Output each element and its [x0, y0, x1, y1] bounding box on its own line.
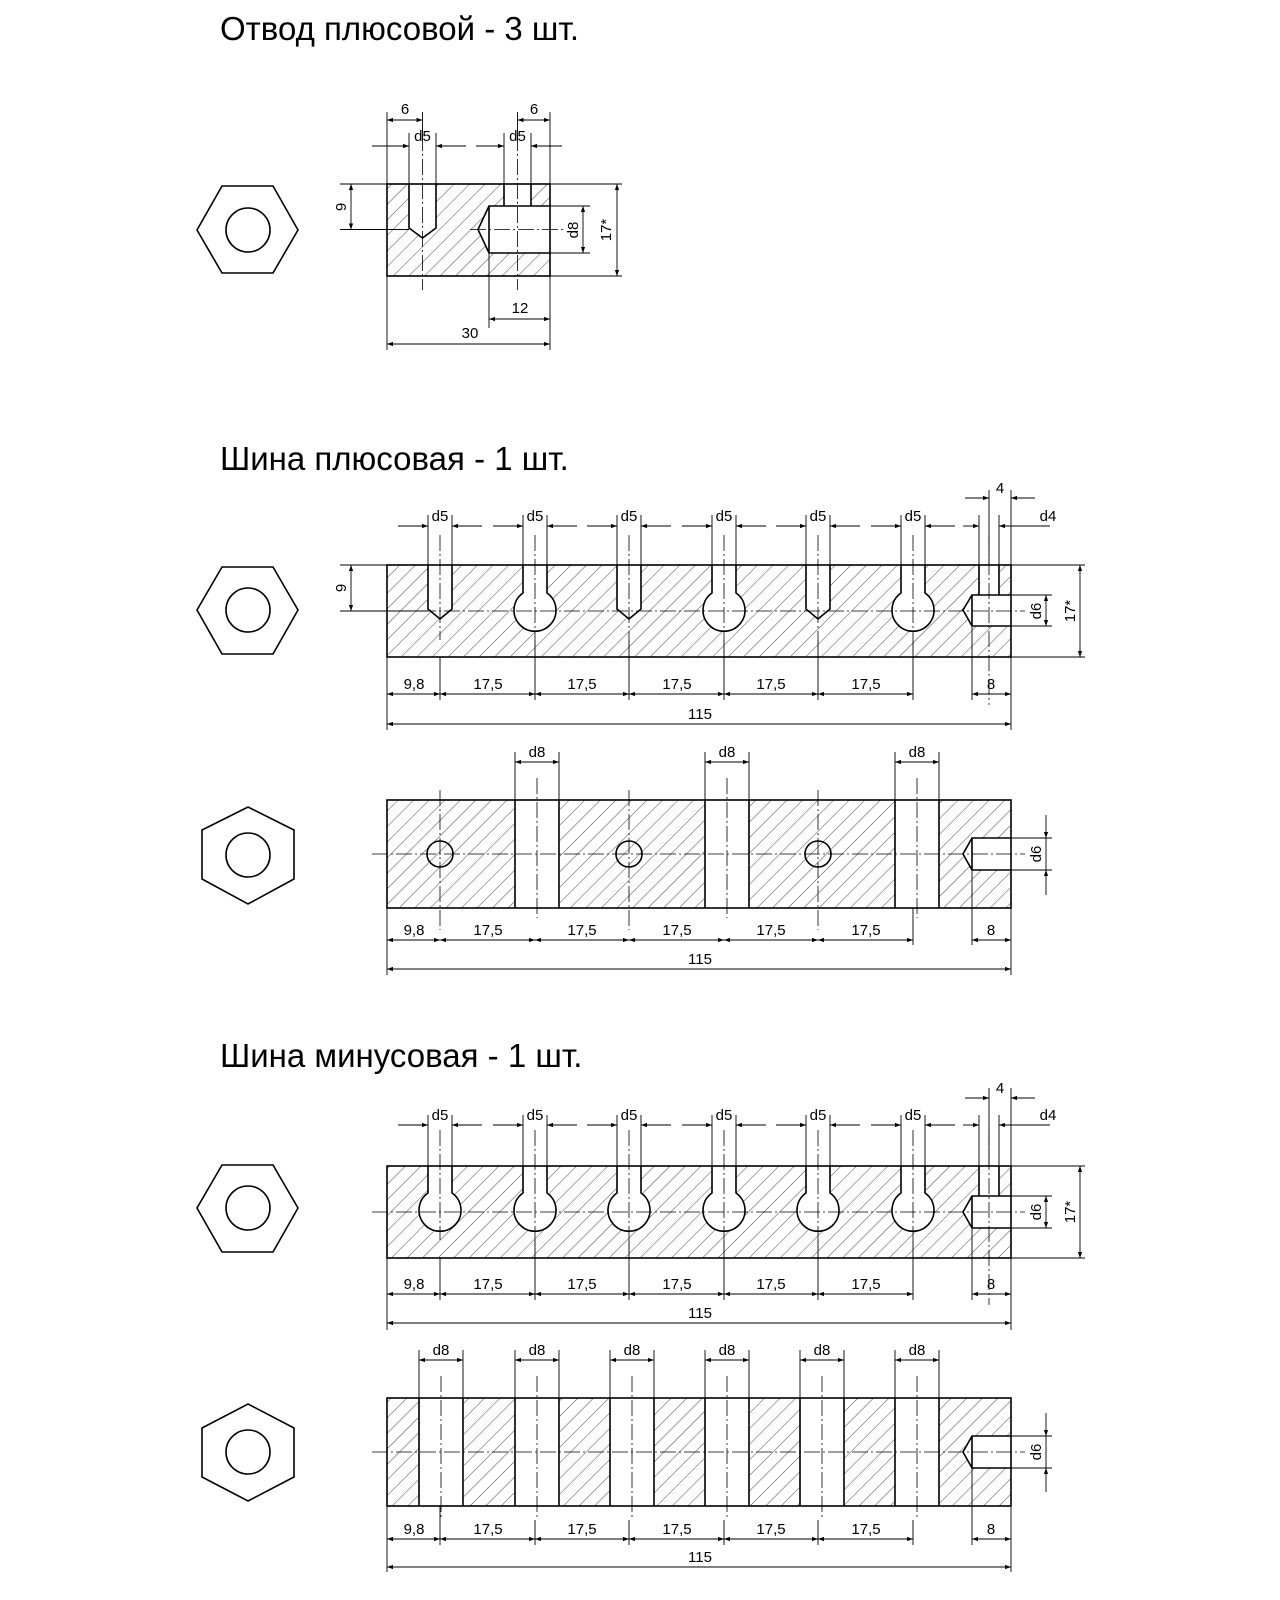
dim-minus-hole-4: d5: [715, 1107, 733, 1124]
section-title-branch: Отвод плюсовой - 3 шт.: [220, 10, 579, 47]
dim-plus-top-pitch-6: 17,5: [851, 922, 881, 939]
dim-minus-pitch-6: 17,5: [851, 1276, 881, 1293]
dim-minus-end-hole: d4: [1039, 1107, 1057, 1124]
dim-plus-slot-1: d8: [528, 744, 546, 761]
hex-end-view-branch: [197, 186, 298, 273]
dim-plus-top-pitch-5: 17,5: [756, 922, 786, 939]
dim-plus-length: 115: [688, 706, 712, 723]
dim-branch-top-left: 6: [400, 101, 410, 118]
dim-branch-length: 30: [461, 325, 479, 342]
dim-minus-end-bore: d6: [1028, 1203, 1045, 1221]
dim-branch-height-left: 9: [333, 202, 350, 212]
dim-branch-hole-left: d5: [414, 128, 431, 145]
dim-minus-pitch-1: 9,8: [403, 1276, 425, 1293]
dim-plus-end-depth: 8: [986, 676, 996, 693]
dim-plus-top-end-depth: 8: [986, 922, 996, 939]
dim-plus-hole-2: d5: [526, 508, 544, 525]
section-title-minus-bus: Шина минусовая - 1 шт.: [220, 1037, 583, 1074]
dim-branch-top-right: 6: [529, 101, 539, 118]
dim-plus-hole-6: d5: [904, 508, 922, 525]
hex-top-view-plus-bus: [202, 807, 294, 904]
dim-plus-pitch-4: 17,5: [662, 676, 692, 693]
dim-plus-end-bore: d6: [1028, 602, 1045, 620]
dim-minus-slot-1: d8: [432, 1342, 450, 1359]
dim-plus-top-length: 115: [688, 951, 712, 968]
dim-plus-pitch-6: 17,5: [851, 676, 881, 693]
dim-minus-hole-5: d5: [809, 1107, 827, 1124]
branch-front-view: [333, 101, 622, 350]
dim-branch-height-right: 17*: [598, 218, 615, 242]
dim-minus-hole-3: d5: [620, 1107, 638, 1124]
dim-plus-hole-5: d5: [809, 508, 827, 525]
dim-minus-hole-6: d5: [904, 1107, 922, 1124]
dim-plus-height-right: 17*: [1062, 599, 1079, 623]
dim-plus-pitch-2: 17,5: [473, 676, 503, 693]
dim-minus-hole-2: d5: [526, 1107, 544, 1124]
dim-branch-bore: d8: [565, 221, 582, 239]
dim-minus-hole-1: d5: [431, 1107, 449, 1124]
minus-bus-front-view: [372, 1080, 1085, 1330]
dim-minus-slot-4: d8: [718, 1342, 736, 1359]
dim-branch-bore-depth: 12: [511, 300, 529, 317]
dim-plus-end-hole: d4: [1039, 508, 1057, 525]
hex-end-view-plus-bus: [197, 567, 298, 654]
dim-minus-top-end-depth: 8: [986, 1521, 996, 1538]
dim-plus-hole-3: d5: [620, 508, 638, 525]
dim-minus-top-end-bore: d6: [1028, 1443, 1045, 1461]
dim-plus-top-pitch-4: 17,5: [662, 922, 692, 939]
dim-minus-slot-3: d8: [623, 1342, 641, 1359]
dim-plus-hole-1: d5: [431, 508, 449, 525]
dim-minus-top-pitch-6: 17,5: [851, 1521, 881, 1538]
dim-minus-end-width: 4: [995, 1080, 1005, 1097]
dim-plus-slot-3: d8: [908, 744, 926, 761]
dim-minus-top-pitch-1: 9,8: [403, 1521, 425, 1538]
dim-plus-slot-2: d8: [718, 744, 736, 761]
hex-end-view-minus-bus: [197, 1165, 298, 1252]
dim-minus-pitch-5: 17,5: [756, 1276, 786, 1293]
dim-minus-end-depth: 8: [986, 1276, 996, 1293]
dim-minus-top-pitch-4: 17,5: [662, 1521, 692, 1538]
dim-minus-length: 115: [688, 1305, 712, 1322]
dim-minus-height-right: 17*: [1062, 1200, 1079, 1224]
hex-top-view-minus-bus: [202, 1404, 294, 1501]
dim-plus-hole-4: d5: [715, 508, 733, 525]
dim-plus-top-pitch-3: 17,5: [567, 922, 597, 939]
dim-minus-pitch-3: 17,5: [567, 1276, 597, 1293]
dim-plus-pitch-5: 17,5: [756, 676, 786, 693]
dim-minus-top-length: 115: [688, 1549, 712, 1566]
dim-plus-height-left: 9: [333, 583, 350, 593]
dim-minus-slot-2: d8: [528, 1342, 546, 1359]
dim-minus-top-pitch-5: 17,5: [756, 1521, 786, 1538]
dim-minus-top-pitch-2: 17,5: [473, 1521, 503, 1538]
minus-bus-top-view: [372, 1342, 1052, 1572]
dim-plus-top-pitch-1: 9,8: [403, 922, 425, 939]
dim-minus-pitch-2: 17,5: [473, 1276, 503, 1293]
plus-bus-front-view: [333, 480, 1085, 730]
section-title-plus-bus: Шина плюсовая - 1 шт.: [220, 440, 569, 477]
dim-plus-top-pitch-2: 17,5: [473, 922, 503, 939]
dim-minus-pitch-4: 17,5: [662, 1276, 692, 1293]
dim-plus-pitch-3: 17,5: [567, 676, 597, 693]
dim-plus-end-width: 4: [995, 480, 1005, 497]
dim-minus-slot-5: d8: [813, 1342, 831, 1359]
dim-minus-slot-6: d8: [908, 1342, 926, 1359]
plus-bus-top-view: [372, 744, 1052, 975]
dim-plus-pitch-1: 9,8: [403, 676, 425, 693]
dim-minus-top-pitch-3: 17,5: [567, 1521, 597, 1538]
dim-plus-top-end-bore: d6: [1028, 845, 1045, 863]
dim-branch-hole-right: d5: [509, 128, 526, 145]
